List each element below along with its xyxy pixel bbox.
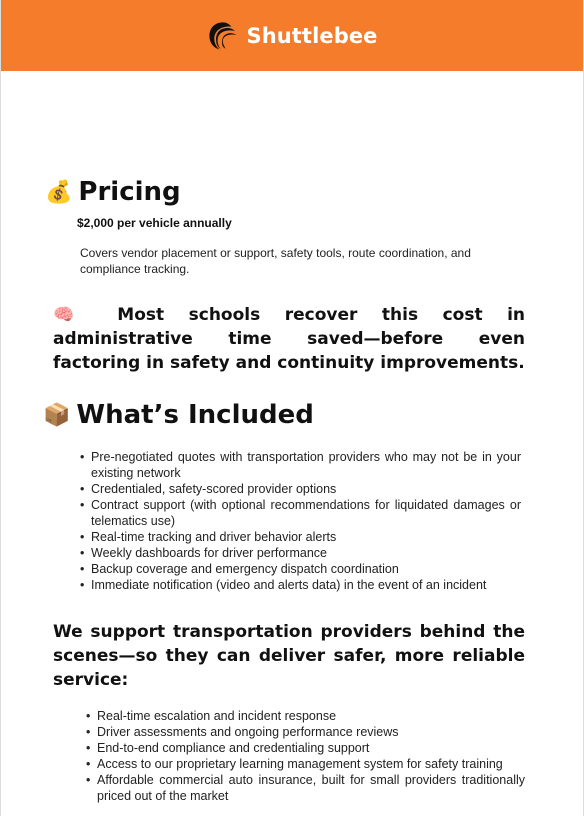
brand <box>206 19 377 53</box>
included-list <box>80 449 521 593</box>
header-banner <box>1 0 583 71</box>
price-text: $2,000 per vehicle annually <box>77 216 232 230</box>
list-item: • Credentialed, safety-scored provider options <box>80 481 521 497</box>
list-item: • Real-time tracking and driver behavior alerts <box>80 529 521 545</box>
package-icon: 📦 <box>43 402 71 428</box>
list-item: • Immediate notification (video and alerts data) in the event of an incident <box>80 577 521 593</box>
cost-recovery-callout <box>53 303 525 375</box>
brain-icon: 🧠 <box>53 305 93 325</box>
included-title: What’s Included <box>76 400 314 430</box>
callout-text: Most schools recover this cost in administrative time saved—before even factoring in safety and continuity improvements. <box>53 305 526 373</box>
list-item: • Driver assessments and ongoing performance reviews <box>86 724 525 740</box>
list-item: • Contract support (with optional recommendations for liquidated damages or telematics use) <box>80 497 521 529</box>
list-item: • Pre-negotiated quotes with transportation providers who may not be in your existing network <box>80 449 521 481</box>
support-list <box>86 708 525 804</box>
provider-support-callout: We support transportation providers behind the scenes—so they can deliver safer, more reliable service: <box>53 622 525 690</box>
list-item: • Real-time escalation and incident response <box>86 708 525 724</box>
pricing-description: Covers vendor placement or support, safety tools, route coordination, and compliance tracking. <box>80 246 471 276</box>
list-item: • Backup coverage and emergency dispatch coordination <box>80 561 521 577</box>
brand-name: Shuttlebee <box>246 23 378 48</box>
pricing-title: Pricing <box>78 177 181 207</box>
shuttlebee-logo-icon <box>206 19 240 53</box>
pricing-heading <box>45 177 181 207</box>
list-item: • Weekly dashboards for driver performance <box>80 545 521 561</box>
money-bag-icon: 💰 <box>45 179 73 205</box>
included-heading <box>43 400 314 430</box>
list-item: • Affordable commercial auto insurance, built for small providers traditionally priced out of the market <box>86 772 525 804</box>
list-item: • End-to-end compliance and credentialing support <box>86 740 525 756</box>
list-item: • Access to our proprietary learning management system for safety training <box>86 756 525 772</box>
